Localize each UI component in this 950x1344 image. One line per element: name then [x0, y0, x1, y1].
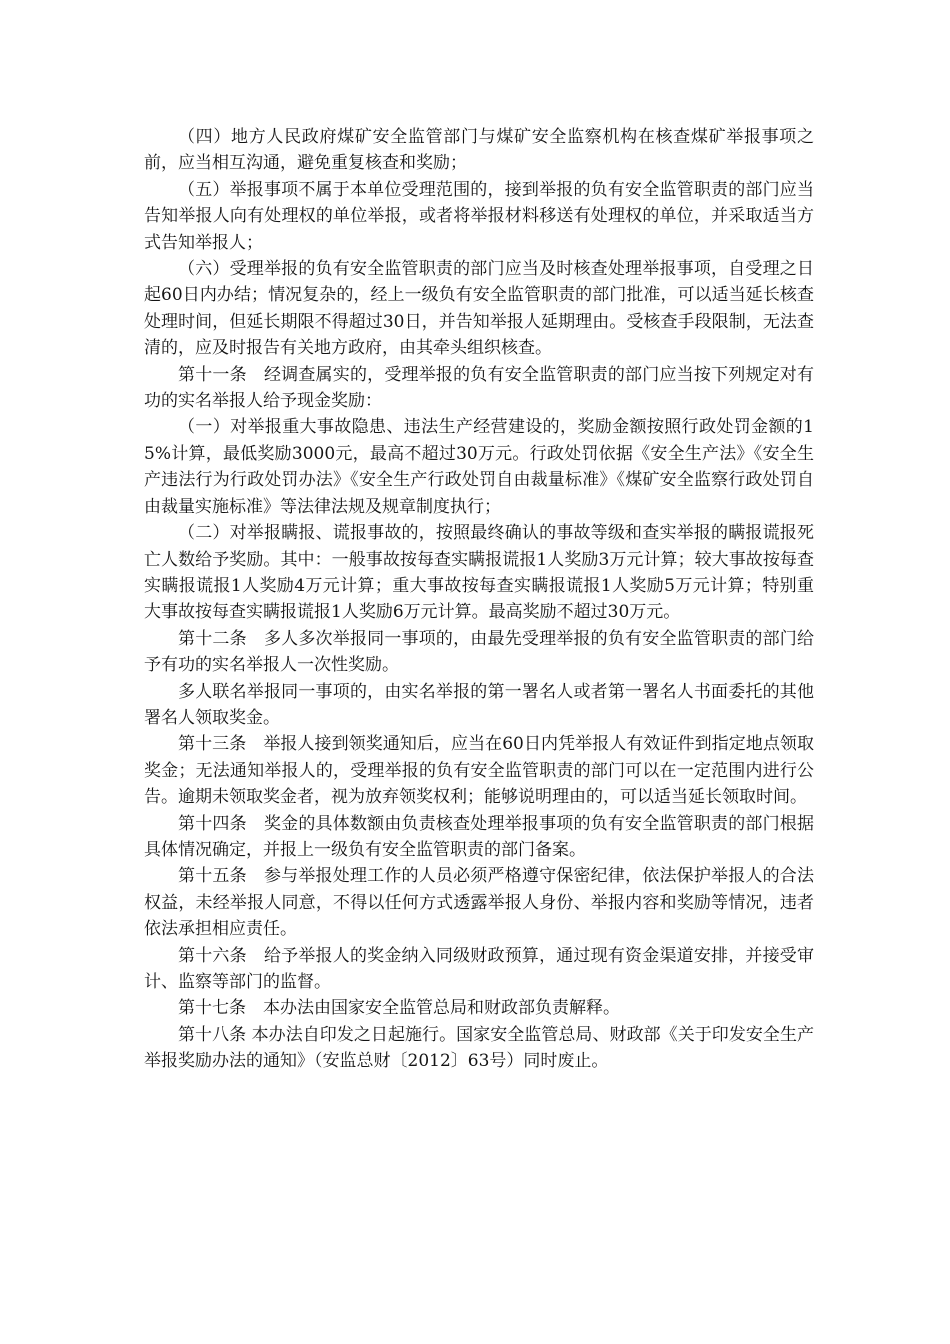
article-13: 第十三条 举报人接到领奖通知后，应当在60日内凭举报人有效证件到指定地点领取奖金；无法通知举报人的，受理举报的负有安全监管职责的部门可以在一定范围内进行公告。逾期未领取奖金者，视为放弃领奖权利；能够说明理由的，可以适当延长领取时间。 [144, 734, 814, 808]
paragraph-item-5: （五）举报事项不属于本单位受理范围的，接到举报的负有安全监管职责的部门应当告知举报人向有处理权的单位举报，或者将举报材料移送有处理权的单位，并采取适当方式告知举报人； [144, 179, 814, 253]
article-11-item-1: （一）对举报重大事故隐患、违法生产经营建设的，奖励金额按照行政处罚金额的15%计算，最低奖励3000元，最高不超过30万元。行政处罚依据《安全生产法》《安全生产违法行为行政处罚办法》《安全生产行政处罚自由裁量标准》《煤矿安全监察行政处罚自由裁量实施标准》等法律法规及规章制度执行； [144, 417, 814, 517]
document-body [144, 124, 814, 1075]
paragraph-item-6: （六）受理举报的负有安全监管职责的部门应当及时核查处理举报事项，自受理之日起60日内办结；情况复杂的，经上一级负有安全监管职责的部门批准，可以适当延长核查处理时间，但延长期限不得超过30日，并告知举报人延期理由。受核查手段限制，无法查清的，应及时报告有关地方政府，由其牵头组织核查。 [144, 259, 814, 359]
article-18: 第十八条 本办法自印发之日起施行。国家安全监管总局、财政部《关于印发安全生产举报奖励办法的通知》（安监总财〔2012〕63号）同时废止。 [144, 1024, 814, 1072]
article-11-item-2: （二）对举报瞒报、谎报事故的，按照最终确认的事故等级和查实举报的瞒报谎报死亡人数给予奖励。其中：一般事故按每查实瞒报谎报1人奖励3万元计算；较大事故按每查实瞒报谎报1人奖励4万元计算；重大事故按每查实瞒报谎报1人奖励5万元计算；特别重大事故按每查实瞒报谎报1人奖励6万元计算。最高奖励不超过30万元。 [144, 523, 814, 623]
article-12: 第十二条 多人多次举报同一事项的，由最先受理举报的负有安全监管职责的部门给予有功的实名举报人一次性奖励。 [144, 628, 814, 676]
article-11: 第十一条 经调查属实的，受理举报的负有安全监管职责的部门应当按下列规定对有功的实名举报人给予现金奖励： [144, 364, 814, 412]
article-16: 第十六条 给予举报人的奖金纳入同级财政预算，通过现有资金渠道安排，并接受审计、监察等部门的监督。 [144, 945, 814, 992]
article-14: 第十四条 奖金的具体数额由负责核查处理举报事项的负有安全监管职责的部门根据具体情况确定，并报上一级负有安全监管职责的部门备案。 [144, 813, 814, 860]
article-17: 第十七条 本办法由国家安全监管总局和财政部负责解释。 [178, 998, 620, 1019]
paragraph-item-4: （四）地方人民政府煤矿安全监管部门与煤矿安全监察机构在核查煤矿举报事项之前，应当相互沟通，避免重复核查和奖励； [144, 127, 814, 174]
article-12-joint-report: 多人联名举报同一事项的，由实名举报的第一署名人或者第一署名人书面委托的其他署名人领取奖金。 [144, 681, 814, 728]
article-15: 第十五条 参与举报处理工作的人员必须严格遵守保密纪律，依法保护举报人的合法权益，未经举报人同意，不得以任何方式透露举报人身份、举报内容和奖励等情况，违者依法承担相应责任。 [144, 866, 814, 940]
